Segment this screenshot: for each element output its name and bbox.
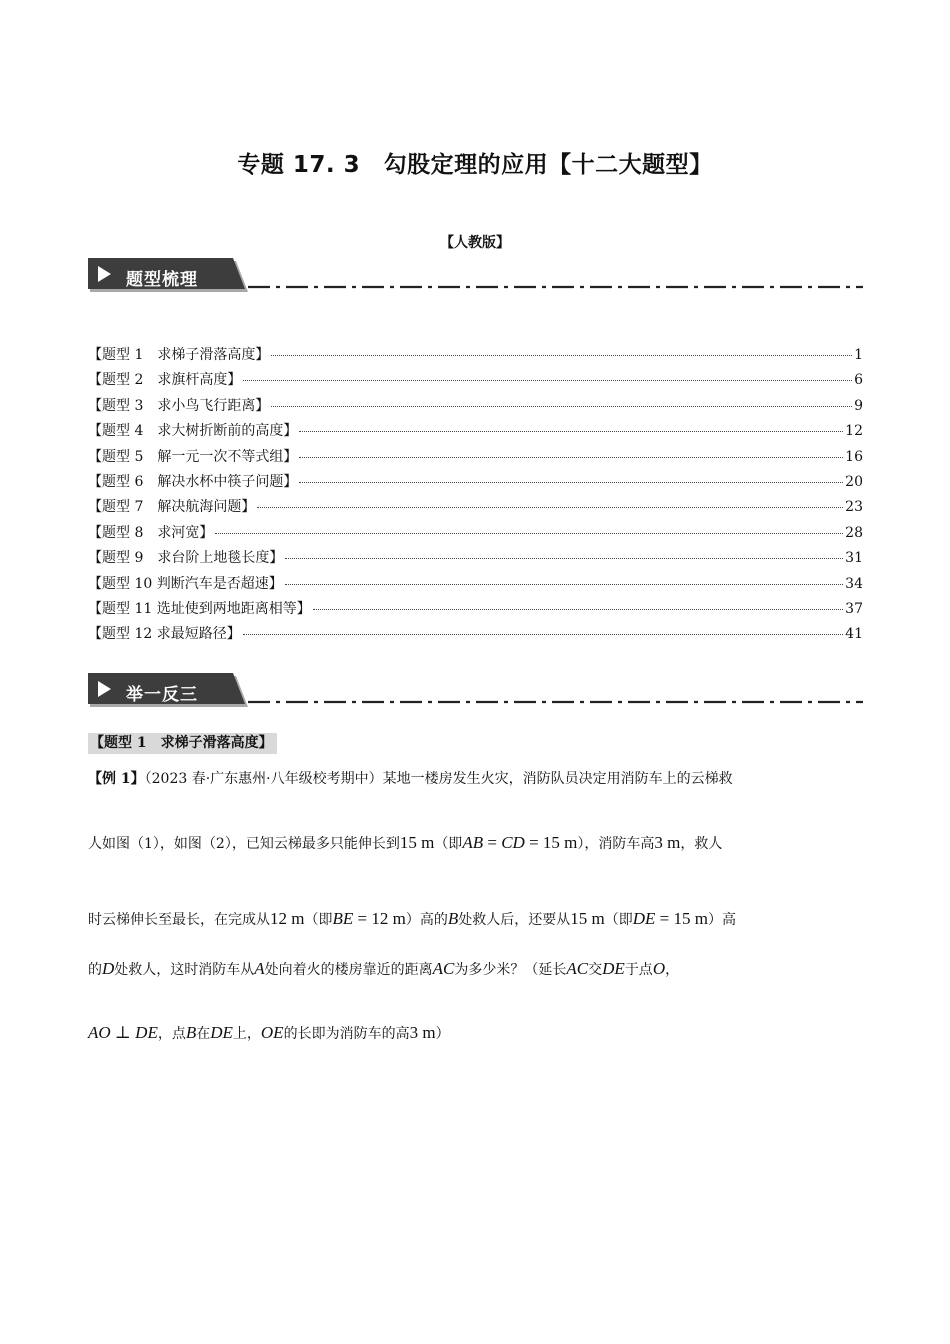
toc-label: 【题型 9 求台阶上地毯长度】 xyxy=(88,550,284,567)
toc-leader xyxy=(271,405,852,407)
toc-page: 20 xyxy=(845,473,863,490)
text: （即 xyxy=(304,912,333,928)
toc-leader xyxy=(299,430,843,432)
math: A xyxy=(254,959,265,978)
text: ，点 xyxy=(157,1026,186,1042)
toc-page: 41 xyxy=(845,626,863,643)
toc-leader xyxy=(257,506,843,508)
toc-leader xyxy=(271,354,852,356)
toc-label: 【题型 8 求河宽】 xyxy=(88,524,214,541)
text: 处向着火的楼房靠近的距离 xyxy=(264,962,433,978)
math: = xyxy=(353,909,372,928)
banner-graphic xyxy=(88,673,863,709)
math: = xyxy=(524,833,543,852)
toc-leader xyxy=(299,481,843,483)
toc-item-5[interactable] xyxy=(88,445,863,470)
toc-item-4[interactable] xyxy=(88,419,863,444)
text: ），消防车高 xyxy=(577,836,655,852)
math: ⊥ xyxy=(110,1023,136,1042)
math: 15 m xyxy=(399,833,435,852)
banner-label: 举一反三 xyxy=(126,685,198,705)
text: ，救人 xyxy=(680,836,723,852)
toc-leader xyxy=(313,608,843,610)
toc-page: 1 xyxy=(854,347,863,363)
text: 交 xyxy=(588,962,603,978)
toc-item-1[interactable] xyxy=(88,343,863,368)
math: DE xyxy=(632,909,656,928)
toc-page: 34 xyxy=(845,575,863,592)
banner-label: 题型梳理 xyxy=(126,270,198,290)
toc-page: 9 xyxy=(854,397,863,414)
math: 15 m xyxy=(542,833,578,852)
text: 人如图（1），如图（2），已知云梯最多只能伸长到 xyxy=(88,836,400,852)
banner-practice xyxy=(88,673,863,709)
math: AB xyxy=(462,833,484,852)
toc-page: 23 xyxy=(845,499,863,516)
toc-item-2[interactable] xyxy=(88,368,863,393)
math: DE xyxy=(210,1023,233,1042)
toc-leader xyxy=(215,532,843,534)
text: ） xyxy=(435,1026,450,1042)
example-line-1 xyxy=(88,768,863,790)
math: 3 m xyxy=(654,833,681,852)
text: 在 xyxy=(196,1026,211,1042)
text: 处救人，这时消防车从 xyxy=(114,962,255,978)
banner-overview xyxy=(88,258,863,294)
math: 3 m xyxy=(409,1023,436,1042)
toc-label: 【题型 3 求小鸟飞行距离】 xyxy=(88,397,270,414)
toc-page: 37 xyxy=(845,600,863,617)
example-line-3 xyxy=(88,908,863,931)
math: BE xyxy=(332,909,354,928)
text: （即 xyxy=(604,912,633,928)
toc-leader xyxy=(243,633,843,635)
page-title: 专题 17. 3 勾股定理的应用【十二大题型】 xyxy=(237,152,713,178)
edition-label: 【人教版】 xyxy=(440,235,510,251)
text: 的 xyxy=(88,962,102,978)
text: （即 xyxy=(434,836,463,852)
example-line-5 xyxy=(88,1022,863,1045)
toc-label: 【题型 1 求梯子滑落高度】 xyxy=(88,347,270,363)
toc-item-7[interactable] xyxy=(88,495,863,520)
math: AC xyxy=(432,959,455,978)
text: 为多少米？（延长 xyxy=(454,962,567,978)
toc-page: 31 xyxy=(845,550,863,567)
toc-label: 【题型 7 解决航海问题】 xyxy=(88,499,256,516)
toc-label: 【题型 10 判断汽车是否超速】 xyxy=(88,575,283,592)
math: 15 m xyxy=(673,909,708,928)
text: ， xyxy=(665,962,680,978)
toc-page: 16 xyxy=(845,448,863,465)
toc-label: 【题型 2 求旗杆高度】 xyxy=(88,372,242,389)
text: 于点 xyxy=(624,962,653,978)
toc-page: 12 xyxy=(845,423,863,440)
math: DE xyxy=(135,1023,158,1042)
toc-item-10[interactable] xyxy=(88,572,863,597)
toc-label: 【题型 11 选址使到两地距离相等】 xyxy=(88,600,311,617)
toc-item-12[interactable] xyxy=(88,622,863,647)
math: 15 m xyxy=(570,909,605,928)
toc-item-3[interactable] xyxy=(88,394,863,419)
math: = xyxy=(655,909,674,928)
math: DE xyxy=(602,959,625,978)
toc-label: 【题型 5 解一元一次不等式组】 xyxy=(88,448,298,465)
toc-leader xyxy=(285,583,843,585)
text: ）高 xyxy=(707,912,736,928)
toc-item-11[interactable] xyxy=(88,597,863,622)
toc-label: 【题型 4 求大树折断前的高度】 xyxy=(88,423,298,440)
toc-label: 【题型 12 求最短路径】 xyxy=(88,626,241,643)
math: 12 m xyxy=(371,909,406,928)
toc-item-8[interactable] xyxy=(88,521,863,546)
math: = xyxy=(483,833,502,852)
math: CD xyxy=(501,833,525,852)
text: 时云梯伸长至最长，在完成从 xyxy=(88,912,270,928)
example-line-4 xyxy=(88,958,863,981)
toc-label: 【题型 6 解决水杯中筷子问题】 xyxy=(88,473,298,490)
math: 12 m xyxy=(270,909,305,928)
math: AO xyxy=(88,1023,111,1042)
math: B xyxy=(447,909,459,928)
toc-item-9[interactable] xyxy=(88,546,863,571)
toc-page: 6 xyxy=(854,372,863,389)
toc-leader xyxy=(243,379,852,381)
example-line-2 xyxy=(88,832,863,855)
toc-leader xyxy=(285,557,843,559)
banner-graphic xyxy=(88,258,863,294)
text: 上， xyxy=(232,1026,261,1042)
example-tag: 【例 1】 xyxy=(88,771,145,787)
math: B xyxy=(185,1023,197,1042)
text: ）高的 xyxy=(405,912,448,928)
section-heading: 【题型 1 求梯子滑落高度】 xyxy=(88,733,277,754)
toc-leader xyxy=(299,456,843,458)
text: 的长即为消防车的高 xyxy=(283,1026,410,1042)
toc-page: 28 xyxy=(845,524,863,541)
math: AC xyxy=(566,959,589,978)
math: D xyxy=(102,959,115,978)
text: 处救人后，还要从 xyxy=(458,912,571,928)
math: O xyxy=(652,959,666,978)
table-of-contents xyxy=(88,343,863,648)
toc-item-6[interactable] xyxy=(88,470,863,495)
text: （2023 春·广东惠州·八年级校考期中）某地一楼房发生火灾，消防队员决定用消防车上的云梯救 xyxy=(144,771,733,787)
math: OE xyxy=(260,1023,284,1042)
